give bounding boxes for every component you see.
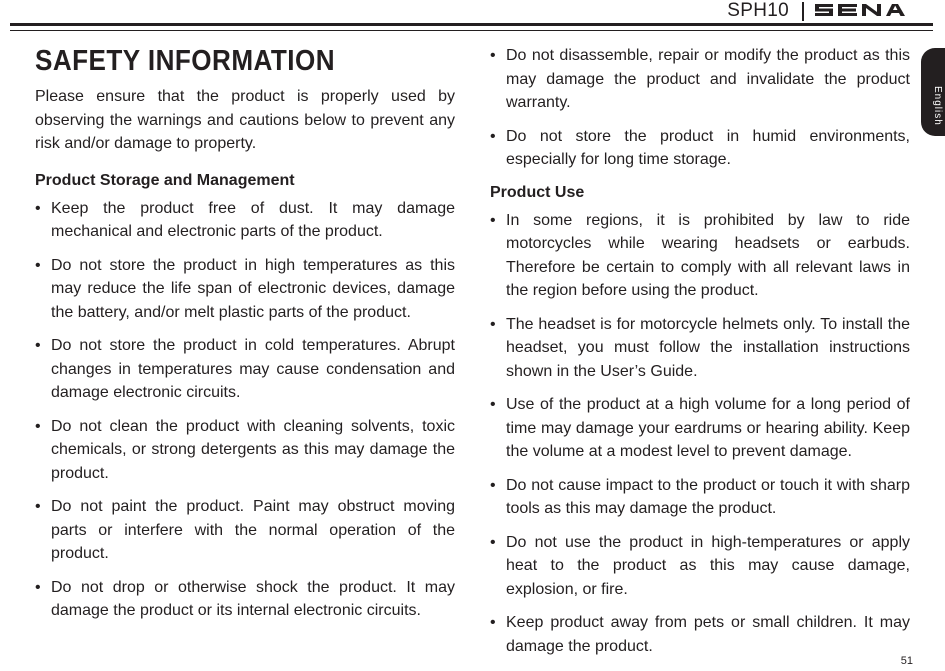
bullet-icon: • bbox=[490, 211, 496, 229]
list-item-text: Do not use the product in high-temperatures or apply heat to the product as this may cause damage, explosion, or fire. bbox=[506, 533, 910, 598]
list-item-text: Keep product away from pets or small children. It may damage the product. bbox=[506, 614, 910, 655]
list-item-text: In some regions, it is prohibited by law to ride motorcycles while wearing headsets or earbuds. Therefore be certain to comply with all relevant laws in the region before using the product. bbox=[506, 211, 910, 299]
list-item-text: Do not disassemble, repair or modify the product as this may damage the product and invalidate the product warranty. bbox=[506, 47, 910, 111]
list-item bbox=[35, 576, 455, 623]
list-item bbox=[35, 254, 455, 325]
bullet-icon: • bbox=[490, 315, 496, 333]
list-item-text: Do not store the product in cold temperatures. Abrupt changes in temperatures may cause condensation and damage electronic circuits. bbox=[51, 337, 455, 401]
bullet-icon: • bbox=[35, 337, 41, 354]
model-label: SPH10 bbox=[721, 0, 793, 22]
storage-heading: Product Storage and Management bbox=[35, 171, 295, 189]
list-item-text: Do not cause impact to the product or touch it with sharp tools as this may damage the product. bbox=[506, 476, 910, 517]
list-item bbox=[490, 313, 910, 384]
list-item-text: Do not drop or otherwise shock the product. It may damage the product or its internal electronic circuits. bbox=[51, 578, 455, 619]
list-item bbox=[490, 209, 910, 303]
list-item-text: Do not store the product in humid environments, especially for long time storage. bbox=[506, 127, 910, 168]
bullet-icon: • bbox=[490, 614, 496, 631]
page-title: SAFETY INFORMATION bbox=[35, 45, 336, 77]
list-item bbox=[35, 415, 455, 486]
bullet-icon: • bbox=[35, 417, 41, 435]
list-item-text: Do not paint the product. Paint may obstruct moving parts or interfere with the normal operation of the product. bbox=[51, 498, 455, 562]
list-item-text: Do not clean the product with cleaning solvents, toxic chemicals, or strong detergents as this may damage the product. bbox=[51, 417, 455, 482]
bullet-icon: • bbox=[490, 127, 496, 145]
header-rule bbox=[10, 23, 933, 26]
list-item-text: The headset is for motorcycle helmets only. To install the headset, you must follow the installation instructions shown in the User’s Guide. bbox=[506, 315, 910, 380]
page-header bbox=[0, 0, 945, 34]
storage-list bbox=[35, 197, 455, 623]
left-column bbox=[35, 46, 455, 633]
list-item bbox=[35, 197, 455, 244]
bullet-icon: • bbox=[35, 498, 41, 515]
bullet-icon: • bbox=[35, 256, 41, 274]
list-item bbox=[490, 125, 910, 172]
list-item bbox=[490, 44, 910, 115]
language-tab bbox=[921, 48, 945, 136]
list-item-text: Do not store the product in high temperatures as this may reduce the life span of electronic devices, damage the battery, and/or melt plastic parts of the product. bbox=[51, 256, 455, 321]
list-item bbox=[35, 495, 455, 566]
list-item bbox=[490, 393, 910, 464]
intro-paragraph: Please ensure that the product is properly used by observing the warnings and cautions below to prevent any risk and/or damage to property. bbox=[35, 88, 455, 152]
bullet-icon: • bbox=[490, 533, 496, 551]
language-label: English bbox=[932, 86, 943, 126]
bullet-icon: • bbox=[35, 578, 41, 596]
use-heading: Product Use bbox=[490, 183, 585, 201]
header-rule-thin bbox=[10, 30, 933, 31]
list-item bbox=[490, 531, 910, 602]
list-item-text: Keep the product free of dust. It may damage mechanical and electronic parts of the product. bbox=[51, 199, 455, 240]
list-item bbox=[490, 611, 910, 658]
page-number: 51 bbox=[900, 655, 913, 667]
bullet-icon: • bbox=[490, 476, 496, 494]
bullet-icon: • bbox=[35, 199, 41, 217]
use-list bbox=[490, 209, 910, 659]
list-item bbox=[35, 334, 455, 405]
bullet-icon: • bbox=[490, 396, 496, 413]
sena-logo bbox=[813, 2, 909, 18]
storage-list-continued bbox=[490, 44, 910, 172]
list-item-text: Use of the product at a high volume for a long period of time may damage your eardrums or hearing ability. Keep the volume at a modest level to prevent damage. bbox=[506, 396, 910, 460]
header-divider bbox=[802, 2, 804, 21]
bullet-icon: • bbox=[490, 47, 496, 64]
right-column bbox=[490, 44, 910, 668]
list-item bbox=[490, 474, 910, 521]
